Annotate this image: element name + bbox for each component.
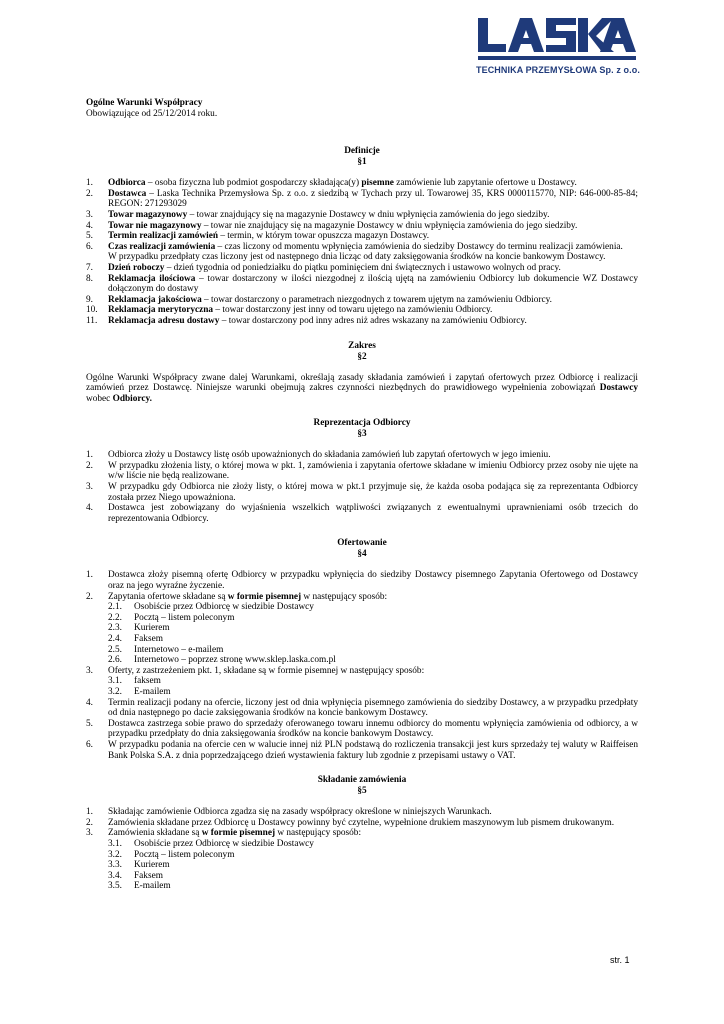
list-item: 2. W przypadku złożenia listy, o której mowa w pkt. 1, zamówienia i zapytania ofertowe składane w imieniu Odbiorcy przez osoby nie ujęte na w/w liście nie będą realizowane. (86, 460, 638, 482)
section-4-heading (86, 538, 638, 560)
section-title: Zakres (348, 340, 376, 351)
definitions-list (86, 178, 638, 326)
list-item: 6. Czas realizacji zamówienia – czas liczony od momentu wpłynięcia zamówienia do siedziby Dostawcy do terminu realizacji zamówienia. W przypadku przedpłaty czas liczony jest od następnego dnia licząc od daty zaksięgowania środków na koncie bankowym Dostawcy. (86, 241, 623, 263)
list-item: 3. Zamówienia składane są w formie pisemnej w następujący sposób: 3.1. Osobiście przez Odbiorcę w siedzibie Dostawcy 3.2. Pocztą – listem poleconym 3.3. Kurierem 3.4. Faksem 3.5. E-mailem (86, 828, 638, 892)
section-title: Reprezentacja Odbiorcy (313, 418, 411, 429)
document-title: Ogólne Warunki Współpracy (86, 98, 203, 108)
sublist-item: 2.4. Faksem (108, 634, 163, 644)
sublist-item: 2.2. Pocztą – listem poleconym (108, 612, 235, 623)
company-logo (476, 14, 640, 78)
list-item: 11. Reklamacja adresu dostawy – towar dostarczony pod inny adres niż adres wskazany na zamówieniu Odbiorcy. (86, 315, 527, 326)
sublist (108, 602, 638, 666)
section-5-heading (86, 775, 638, 797)
page-number: str. 1 (610, 955, 630, 965)
list-item: 4. Termin realizacji podany na ofercie, liczony jest od dnia wpłynięcia pisemnego zamówienia do siedziby Dostawcy, a w przypadku przedpłaty od dnia następnego po dacie zaksięgowania środków na koncie bankowym Dostawcy. (86, 697, 638, 719)
section-number: §1 (357, 157, 367, 168)
list-item: 2. Dostawca – Laska Technika Przemysłowa Sp. z o.o. z siedzibą w Tychach przy ul. Towarowej 35, KRS 0000115770, NIP: 646-000-85-84; REGON: 271293029 (86, 188, 638, 210)
document-body (86, 98, 638, 892)
list-item: 7. Dzień roboczy – dzień tygodnia od poniedziałku do piątku pominięciem dni świątecznych i ustawowo wolnych od pracy. (86, 262, 561, 273)
offering-list (86, 570, 638, 761)
sublist-item: 3.4. Faksem (108, 870, 163, 881)
list-item: 1. Odbiorca złoży u Dostawcy listę osób upoważnionych do składania zamówień lub zapytań ofertowych w jego imieniu. (86, 450, 551, 461)
ordering-list (86, 807, 638, 892)
sublist (108, 676, 638, 697)
list-item: 5. Termin realizacji zamówień – termin, w którym towar opuszcza magazyn Dostawcy. (86, 231, 430, 242)
list-item: 2. Zapytania ofertowe składane są w formie pisemnej w następujący sposób: 2.1. Osobiście przez Odbiorcę w siedzibie Dostawcy 2.2. Pocztą – listem poleconym 2.3. Kurierem 2.4. Faksem 2.5. Internetowo – e-mailem 2.6. Internetowo – poprzez stronę www.sklep.laska.com.pl (86, 592, 638, 666)
list-item: 4. Towar nie magazynowy – towar nie znajdujący się na magazynie Dostawcy w dniu wpłynięcia zamówienia do jego siedziby. (86, 220, 578, 231)
section-1-heading (86, 146, 638, 168)
scope-paragraph: Ogólne Warunki Współpracy zwane dalej Warunkami, określają zasady składania zamówień i zapytań ofertowych przez Odbiorcę i realizacji zamówień przez Dostawcę. Niniejsze warunki obejmują zakres czynności niezbędnych do prawidłowego wypełnienia zobowiązań Dostawcy wobec Odbiorcy. (86, 372, 638, 404)
sublist-item: 3.2. E-mailem (108, 686, 171, 697)
sublist-item: 3.1. faksem (108, 676, 161, 687)
list-item: 1. Składając zamówienie Odbiorca zgadza się na zasady współpracy określone w niniejszych Warunkach. (86, 807, 492, 818)
section-title: Składanie zamówienia (317, 775, 407, 786)
sublist-item: 2.6. Internetowo – poprzez stronę www.sklep.laska.com.pl (108, 655, 336, 666)
list-item: 1. Dostawca złoży pisemną ofertę Odbiorcy w przypadku wpłynięcia do siedziby Dostawcy pisemnego Zapytania Ofertowego od Dostawcy oraz na jego wyraźne życzenie. (86, 570, 638, 592)
list-item: 4. Dostawca jest zobowiązany do wyjaśnienia wszelkich wątpliwości związanych z ewentualnymi uprawnieniami osób trzecich do reprezentowania Odbiorcy. (86, 503, 638, 524)
sublist-item: 3.2. Pocztą – listem poleconym (108, 849, 235, 860)
sublist-item: 3.3. Kurierem (108, 860, 170, 871)
laska-logo-icon (476, 14, 636, 64)
list-item: 2. Zamówienia składane przez Odbiorcę u Dostawcy powinny być czytelne, wypełnione drukiem maszynowym lub pismem drukowanym. (86, 817, 615, 828)
section-number: §2 (357, 351, 367, 362)
list-item: 5. Dostawca zastrzega sobie prawo do sprzedaży oferowanego towaru innemu odbiorcy do momentu wpłynięcia zamówienia od odbiorcy, a w przypadku przedpłaty do dnia zaksięgowania środków na koncie bankowym Dostawcy. (86, 718, 638, 740)
section-number: §5 (357, 786, 367, 797)
section-2-heading (86, 341, 638, 363)
section-3-heading (86, 418, 638, 440)
list-item: 3. Oferty, z zastrzeżeniem pkt. 1, składane są w formie pisemnej w następujący sposób: 3.1. faksem 3.2. E-mailem (86, 666, 638, 698)
sublist-item: 2.1. Osobiście przez Odbiorcę w siedzibie Dostawcy (108, 602, 314, 613)
section-number: §3 (357, 429, 367, 440)
section-title: Definicje (344, 146, 380, 157)
list-item: 10. Reklamacja merytoryczna – towar dostarczony jest inny od towaru ujętego na zamówieniu Odbiorcy. (86, 305, 493, 316)
document-subtitle: Obowiązujące od 25/12/2014 roku. (86, 108, 218, 119)
sublist (108, 839, 638, 892)
section-number: §4 (357, 549, 367, 560)
sublist-item: 3.5. E-mailem (108, 881, 171, 892)
sublist-item: 3.1. Osobiście przez Odbiorcę w siedzibie Dostawcy (108, 838, 314, 849)
list-item: 1. Odbiorca – osoba fizyczna lub podmiot gospodarczy składająca(y) pisemne zamówienie lub zapytanie ofertowe u Dostawcy. (86, 178, 577, 189)
list-item: 3. W przypadku gdy Odbiorca nie złoży listy, o której mowa w pkt.1 przyjmuje się, że każda osoba podająca się za reprezentanta Odbiorcy została przez Niego upoważniona. (86, 482, 638, 503)
sublist-item: 2.5. Internetowo – e-mailem (108, 644, 224, 655)
representation-list (86, 450, 638, 524)
list-item: 6. W przypadku podania na ofercie cen w walucie innej niż PLN podstawą do rozliczenia transakcji jest kurs sprzedaży tej waluty w Raiffeisen Bank Polska S.A. z dnia poprzedzającego dzień wystawienia faktury lub zgodnie z przepisami ustawy o VAT. (86, 739, 638, 761)
list-item: 3. Towar magazynowy – towar znajdujący się na magazynie Dostawcy w dniu wpłynięcia zamówienia do jego siedziby. (86, 209, 550, 220)
logo-tagline: TECHNIKA PRZEMYSŁOWA Sp. z o.o. (476, 65, 640, 75)
list-item: 8. Reklamacja ilościowa – towar dostarczony w ilości niezgodnej z ilością ujętą na zamówieniu Odbiorcy lub dokumencie WZ Dostawcy dołączonym do dostawy (86, 273, 638, 295)
sublist-item: 2.3. Kurierem (108, 623, 170, 634)
section-title: Ofertowanie (337, 538, 387, 549)
list-item: 9. Reklamacja jakościowa – towar dostarczony o parametrach niezgodnych z towarem ujętym na zamówieniu Odbiorcy. (86, 294, 552, 305)
